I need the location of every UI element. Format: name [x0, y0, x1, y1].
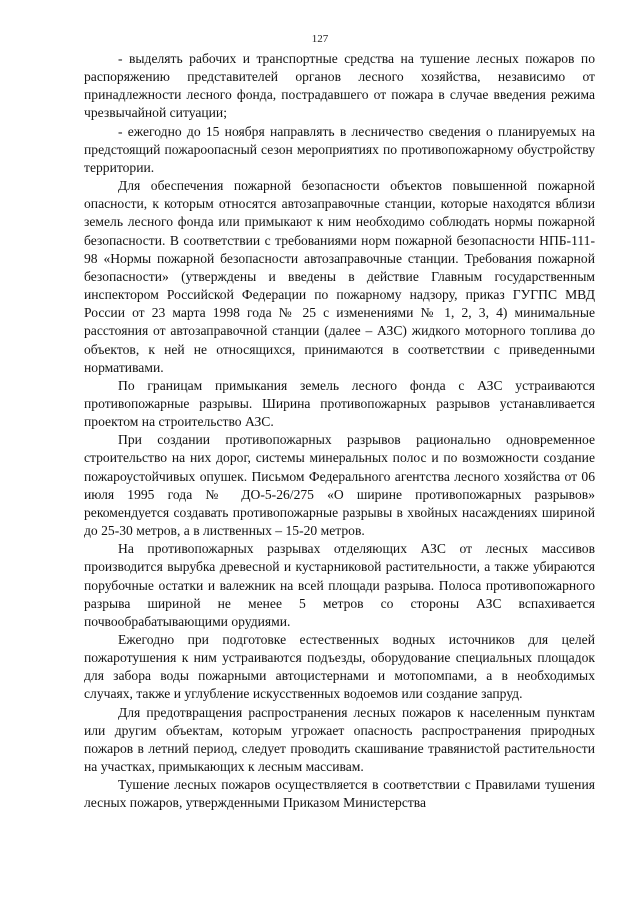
- paragraph-duty-workers: - выделять рабочих и транспортные средства на тушение лесных пожаров по распоряжению представителей органов лесного хозяйства, независимо от принадлежности лесного фонда, пострадавшего от пожара в случае введения режима чрезвычайной ситуации;: [84, 51, 595, 121]
- paragraph-gas-station-safety: Для обеспечения пожарной безопасности объектов повышенной пожарной опасности, к которым относятся автозаправочные станции, которые находятся вблизи земель лесного фонда или примыкают к ним необходимо соблюдать нормы пожарной безопасности. В соответствии с требованиями норм пожарной безопасности НПБ-111-98 «Нормы пожарной безопасности автозаправочные станции. Требования пожарной безопасности» (утверждены и введены в действие Главным государственным инспектором Российской Федерации по пожарному надзору, приказ ГУГПС МВД России от 23 марта 1998 года № 25 с изменениями № 1, 2, 3, 4) минимальные расстояния от автозаправочной станции (далее – АЗС) жидкого моторного топлива до объектов, к ней не относящихся, принимаются в соответствии с приведенными нормативами.: [84, 178, 595, 375]
- paragraph-grass-mowing: Для предотвращения распространения лесных пожаров к населенным пунктам или другим объектам, которым угрожает опасность распространения природных пожаров в летний период, следует проводить скашивание травянистой растительности на участках, примыкающих к лесным массивам.: [84, 704, 595, 775]
- paragraph-firebreak-construction: При создании противопожарных разрывов рационально одновременное строительство на них дорог, системы минеральных полос и по возможности создание пожароустойчивых опушек. Письмом Федерального агентства лесного хозяйства от 06 июля 1995 года № ДО-5-26/275 «О ширине противопожарных разрывов» рекомендуется создавать противопожарные разрывы в хвойных насаждениях шириной до 25-30 метров, а в лиственных – 15-20 метров.: [84, 432, 595, 539]
- paragraph-water-sources: Ежегодно при подготовке естественных водных источников для целей пожаротушения к ним устраиваются подъезды, оборудование специальных площадок для забора воды пожарными автоцистернами и мотопомпами, а в необходимых случаях, также и углубление искусственных водоемов или создание запруд.: [84, 632, 595, 702]
- paragraph-duty-report: - ежегодно до 15 ноября направлять в лесничество сведения о планируемых на предстоящий пожароопасный сезон мероприятиях по противопожарному обустройству территории.: [84, 123, 595, 175]
- paragraph-firebreaks: По границам примыкания земель лесного фонда с АЗС устраиваются противопожарные разрывы. Ширина противопожарных разрывов устанавливается проектом на строительство АЗС.: [84, 377, 595, 430]
- paragraph-fire-extinguishing: Тушение лесных пожаров осуществляется в соответствии с Правилами тушения лесных пожаров, утвержденными Приказом Министерства: [84, 777, 595, 811]
- paragraph-firebreak-clearing: На противопожарных разрывах отделяющих АЗС от лесных массивов производится вырубка древесной и кустарниковой растительности, а также убираются порубочные остатки и валежник на всей площади разрыва. Полоса противопожарного разрыва шириной не менее 5 метров со стороны АЗС вспахивается почвообрабатывающими орудиями.: [84, 541, 595, 629]
- page-number: 127: [311, 33, 329, 45]
- document-body: [84, 50, 595, 813]
